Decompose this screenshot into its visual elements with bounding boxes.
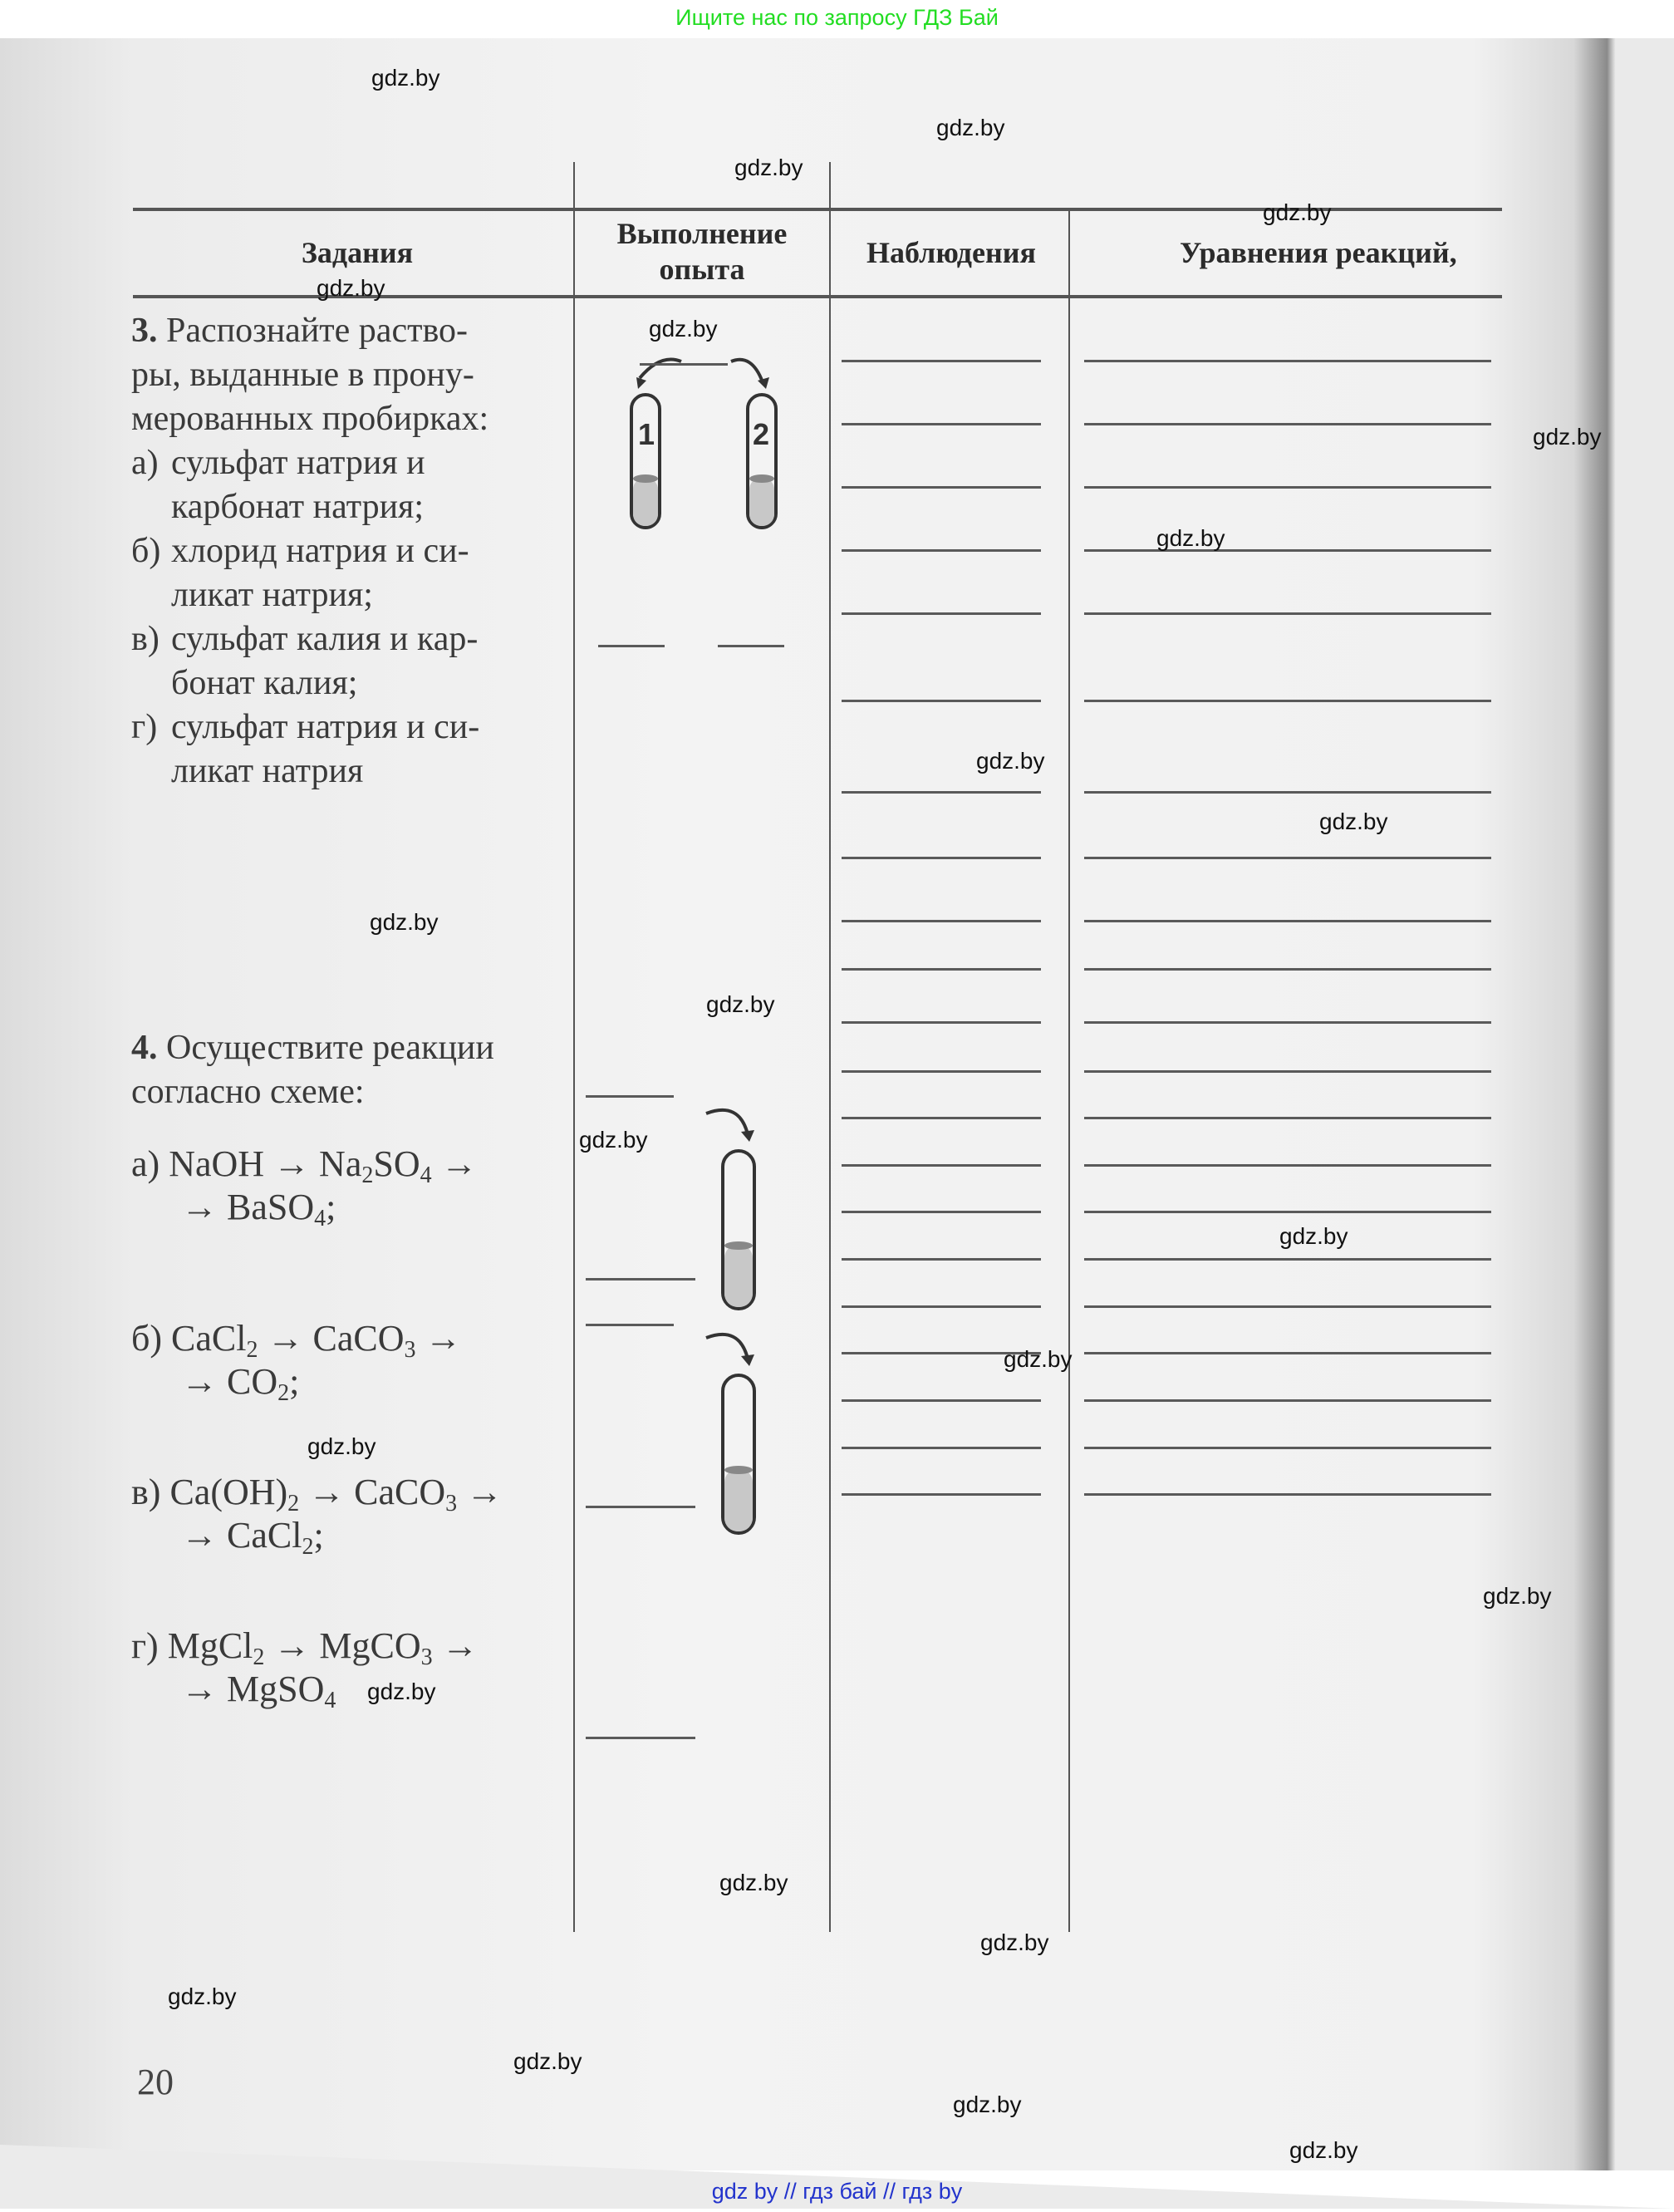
scheme-d: г) MgCl$_2$ → MgCO$_3$ → → MgSO$_4$ (131, 1625, 479, 1713)
answer-blank[interactable] (842, 1447, 1041, 1449)
top-banner[interactable]: Ищите нас по запросу ГДЗ Бай (675, 5, 999, 30)
watermark: gdz.by (1289, 2137, 1358, 2163)
watermark: gdz.by (649, 316, 718, 342)
task-3-item-a: а) сульфат натрия и карбонат натрия; (131, 444, 425, 526)
task-3-item-b: б) хлорид натрия и си- ликат натрия; (131, 532, 469, 614)
task-3-item-d: г) сульфат натрия и си- ликат натрия (131, 708, 480, 790)
task-3-item-c: в) сульфат калия и кар- бонат калия; (131, 620, 479, 702)
answer-blank[interactable] (842, 486, 1041, 489)
answer-blank[interactable] (586, 1506, 695, 1508)
watermark: gdz.by (1263, 199, 1332, 225)
answer-blank[interactable] (1084, 360, 1491, 362)
answer-blank[interactable] (1084, 700, 1491, 702)
column-divider-2 (829, 162, 831, 1932)
answer-blank[interactable] (1084, 549, 1491, 552)
tube-1-label: 1 (638, 417, 655, 451)
answer-blank[interactable] (1084, 1211, 1491, 1213)
answer-blank[interactable] (586, 1095, 674, 1098)
answer-blank[interactable] (842, 1164, 1041, 1167)
watermark: gdz.by (371, 65, 440, 91)
watermark: gdz.by (168, 1983, 237, 2009)
answer-blank[interactable] (842, 791, 1041, 794)
watermark: gdz.by (936, 115, 1005, 140)
answer-blank[interactable] (842, 1399, 1041, 1402)
watermark: gdz.by (980, 1929, 1049, 1955)
watermark: gdz.by (579, 1127, 648, 1153)
watermark: gdz.by (307, 1433, 376, 1459)
test-tube-icon (698, 1097, 798, 1346)
answer-blank[interactable] (1084, 1399, 1491, 1402)
answer-blank[interactable] (1084, 1352, 1491, 1354)
answer-blank[interactable] (842, 360, 1041, 362)
answer-blank[interactable] (842, 423, 1041, 425)
answer-blank[interactable] (1084, 1021, 1491, 1024)
answer-blank[interactable] (1084, 1070, 1491, 1073)
scheme-b: б) CaCl$_2$ → CaCO$_3$ → → $CO_2$; (131, 1318, 462, 1406)
answer-blank[interactable] (842, 1305, 1041, 1308)
answer-blank[interactable] (586, 1737, 695, 1739)
header-experiment: Выполнение опыта (616, 217, 788, 287)
answer-blank[interactable] (1084, 1493, 1491, 1496)
watermark: gdz.by (1279, 1223, 1348, 1249)
answer-blank[interactable] (842, 1117, 1041, 1119)
watermark: gdz.by (734, 155, 803, 180)
answer-blank[interactable] (586, 1278, 695, 1281)
watermark: gdz.by (370, 909, 439, 935)
watermark: gdz.by (513, 2048, 582, 2074)
column-divider-3 (1068, 208, 1070, 1932)
answer-blank[interactable] (1084, 486, 1491, 489)
answer-blank[interactable] (586, 1324, 674, 1326)
answer-blank[interactable] (1084, 612, 1491, 615)
answer-blank[interactable] (842, 549, 1041, 552)
watermark: gdz.by (706, 991, 775, 1017)
answer-blank[interactable] (1084, 920, 1491, 922)
watermark: gdz.by (953, 2092, 1022, 2117)
answer-blank[interactable] (842, 1258, 1041, 1261)
scheme-c: в) $Ca(OH)_2$ → CaCO$_3$ → → CaCl$_2$; (131, 1472, 503, 1560)
watermark: gdz.by (719, 1870, 788, 1895)
answer-blank[interactable] (1084, 791, 1491, 794)
answer-blank[interactable] (842, 1211, 1041, 1213)
test-tube-icon (698, 1321, 798, 1571)
bottom-banner[interactable]: gdz by // гдз бай // гдз by (711, 2179, 963, 2204)
answer-blank[interactable] (842, 1070, 1041, 1073)
answer-blank[interactable] (1084, 1447, 1491, 1449)
answer-blank[interactable] (640, 363, 728, 366)
answer-blank[interactable] (1084, 1117, 1491, 1119)
watermark: gdz.by (1533, 424, 1602, 450)
answer-blank[interactable] (842, 612, 1041, 615)
task-number: 3. (131, 312, 158, 350)
test-tubes-icon (573, 357, 829, 565)
header-equations: Уравнения реакций, (1180, 236, 1457, 269)
watermark: gdz.by (1319, 809, 1388, 834)
scheme-a: а) NaOH → $Na_2SO_4$ → → BaSO$_4$; (131, 1143, 478, 1231)
answer-blank[interactable] (842, 968, 1041, 971)
answer-blank[interactable] (718, 645, 784, 647)
header-observations: Наблюдения (866, 236, 1036, 269)
answer-blank[interactable] (1084, 1164, 1491, 1167)
answer-blank[interactable] (1084, 1258, 1491, 1261)
answer-blank[interactable] (1084, 1305, 1491, 1308)
answer-blank[interactable] (842, 920, 1041, 922)
answer-blank[interactable] (842, 1021, 1041, 1024)
watermark: gdz.by (976, 748, 1045, 774)
answer-blank[interactable] (1084, 857, 1491, 859)
task-4: 4. Осуществите реакции согласно схеме: (131, 1029, 494, 1111)
answer-blank[interactable] (1084, 968, 1491, 971)
watermark: gdz.by (317, 275, 385, 301)
header-tasks: Задания (301, 236, 414, 269)
answer-blank[interactable] (598, 645, 665, 647)
answer-blank[interactable] (842, 857, 1041, 859)
task-3: 3. Распознайте раство- ры, выданные в прону- мерованных пробирках: а) сульфат натрия и карбонат натрия; б) хлорид натрия и си- ликат натрия; в) сульфат калия и кар- бонат калия; г) сульфат натрия и си- ликат натрия (131, 309, 555, 794)
task-3-prompt: 3. Распознайте раство- (131, 312, 468, 350)
answer-blank[interactable] (842, 1493, 1041, 1496)
page-number: 20 (137, 2062, 174, 2102)
answer-blank[interactable] (842, 700, 1041, 702)
watermark: gdz.by (1156, 525, 1225, 551)
tube-2-label: 2 (753, 417, 770, 451)
watermark: gdz.by (367, 1679, 436, 1704)
watermark: gdz.by (1483, 1583, 1552, 1609)
watermark: gdz.by (1004, 1346, 1073, 1372)
answer-blank[interactable] (1084, 423, 1491, 425)
